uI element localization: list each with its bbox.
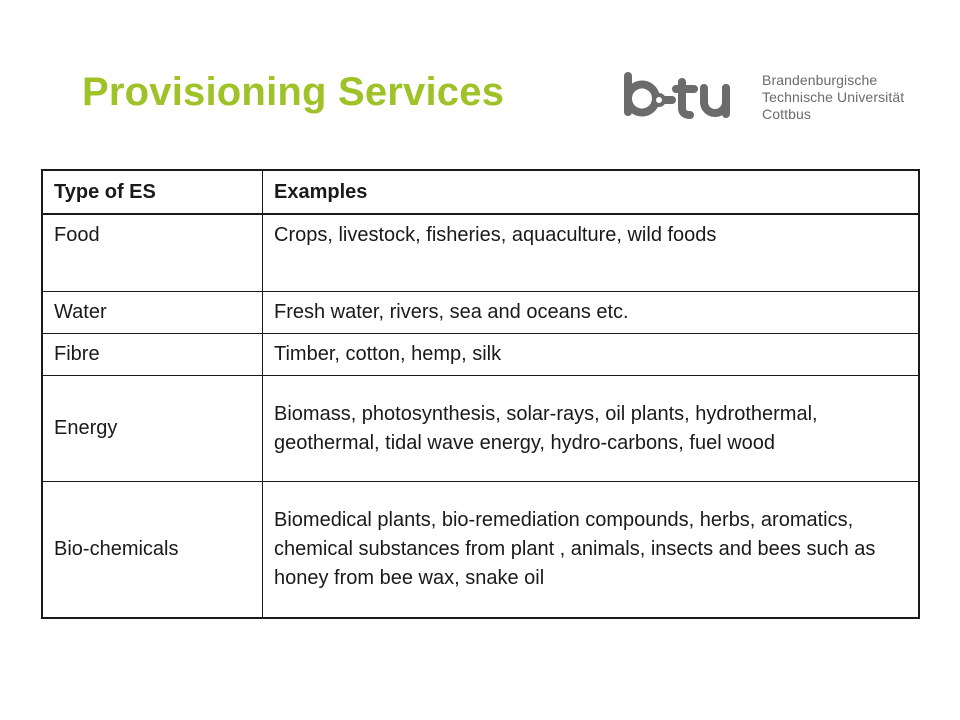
examples-cell: Biomass, photosynthesis, solar-rays, oil plants, hydrothermal, geothermal, tidal wave energy, hydro-carbons, fuel wood bbox=[263, 376, 920, 482]
logo-line-3: Cottbus bbox=[762, 106, 811, 122]
university-logo bbox=[622, 70, 922, 126]
logo-line-1: Brandenburgische bbox=[762, 72, 878, 88]
column-header-examples: Examples bbox=[263, 170, 920, 214]
table-row bbox=[42, 214, 919, 292]
table-row bbox=[42, 482, 919, 619]
type-cell: Bio-chemicals bbox=[42, 482, 263, 619]
table-row bbox=[42, 292, 919, 334]
logo-wordmark bbox=[762, 72, 904, 123]
btu-logo-mark-icon bbox=[622, 72, 746, 122]
table-row bbox=[42, 376, 919, 482]
type-cell: Food bbox=[42, 214, 263, 292]
examples-cell: Crops, livestock, fisheries, aquaculture, wild foods bbox=[263, 214, 920, 292]
table-row bbox=[42, 334, 919, 376]
examples-cell: Timber, cotton, hemp, silk bbox=[263, 334, 920, 376]
table-header-row bbox=[42, 170, 919, 214]
ecosystem-services-table bbox=[41, 169, 920, 619]
column-header-type: Type of ES bbox=[42, 170, 263, 214]
type-cell: Water bbox=[42, 292, 263, 334]
type-cell: Fibre bbox=[42, 334, 263, 376]
examples-cell: Fresh water, rivers, sea and oceans etc. bbox=[263, 292, 920, 334]
type-cell: Energy bbox=[42, 376, 263, 482]
examples-cell: Biomedical plants, bio-remediation compounds, herbs, aromatics, chemical substances from plant , animals, insects and bees such as honey from bee wax, snake oil bbox=[263, 482, 920, 619]
slide-title: Provisioning Services bbox=[82, 70, 505, 114]
logo-line-2: Technische Universität bbox=[762, 89, 905, 105]
